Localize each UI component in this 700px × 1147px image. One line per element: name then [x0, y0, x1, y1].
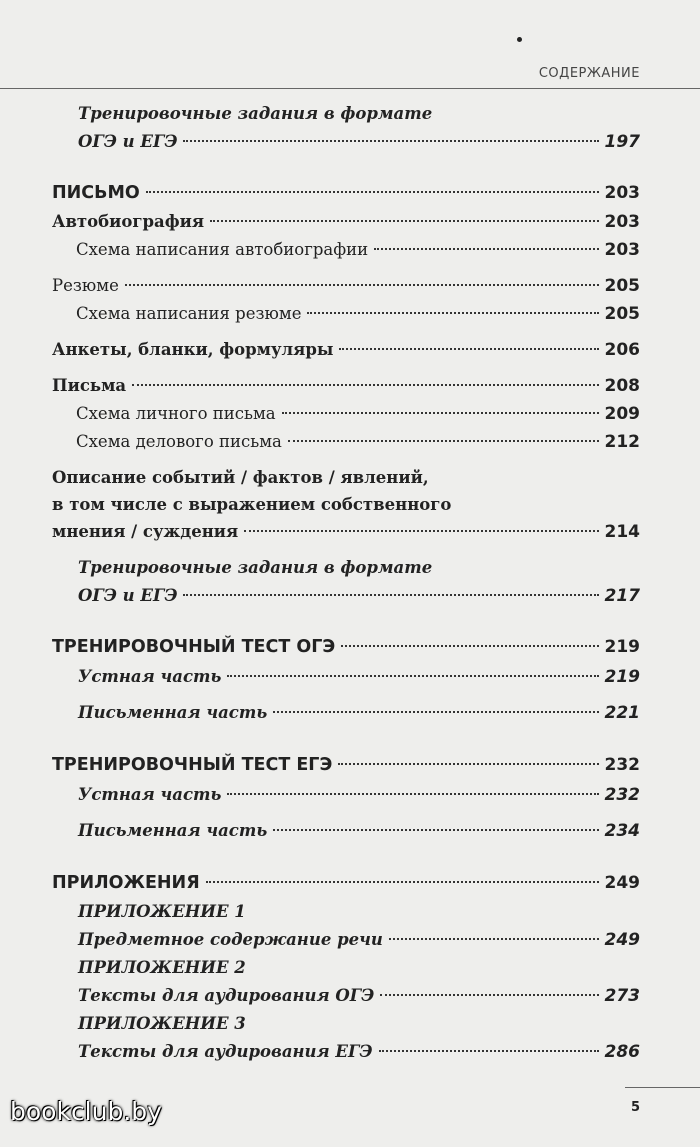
- toc-page-number: 203: [604, 183, 640, 203]
- toc-entry: [52, 464, 640, 546]
- footer-rule: [625, 1087, 700, 1088]
- header-rule: [0, 88, 700, 89]
- toc-page-number: 208: [604, 376, 640, 396]
- toc-subentry: [52, 236, 640, 264]
- running-head: СОДЕРЖАНИЕ: [538, 66, 640, 81]
- toc-entry-title-cont: мнения / суждения: [52, 522, 239, 541]
- dot-leader: [379, 1050, 599, 1052]
- toc-subentry: [52, 428, 640, 456]
- dot-leader: [125, 284, 599, 286]
- dot-leader: [380, 994, 598, 996]
- toc-page-number: 203: [604, 240, 640, 260]
- dot-leader: [338, 763, 598, 765]
- toc-section-title: ПРИЛОЖЕНИЯ: [52, 873, 200, 893]
- dot-leader: [374, 248, 598, 250]
- toc-section: [52, 632, 640, 662]
- dot-leader: [210, 220, 598, 222]
- toc-appendix-label: ПРИЛОЖЕНИЕ 3: [78, 1014, 246, 1033]
- toc-entry-title: Тексты для аудирования ЕГЭ: [78, 1042, 373, 1061]
- toc-entry-title: Письменная часть: [78, 703, 268, 722]
- dot-leader: [227, 675, 598, 677]
- toc-entry-title: Тексты для аудирования ОГЭ: [78, 986, 375, 1005]
- toc-entry-title: Письма: [52, 376, 127, 395]
- dot-leader: [307, 312, 598, 314]
- toc-entry: [52, 554, 640, 610]
- toc-page-number: 273: [604, 986, 640, 1006]
- toc-page-number: 197: [604, 132, 640, 152]
- dot-leader: [389, 938, 599, 940]
- toc-page-number: 221: [604, 703, 640, 723]
- toc-entry-title: Анкеты, бланки, формуляры: [52, 340, 334, 359]
- dot-leader: [132, 384, 598, 386]
- toc-section-title: ПИСЬМО: [52, 183, 140, 203]
- toc-subentry: [52, 400, 640, 428]
- toc-entry-title: Описание событий / фактов / явлений,: [52, 468, 429, 487]
- dot-leader: [206, 881, 599, 883]
- toc-appendix-label: ПРИЛОЖЕНИЕ 2: [78, 958, 246, 977]
- toc-entry-title-cont: ОГЭ и ЕГЭ: [78, 132, 178, 151]
- toc-entry-title-cont: в том числе с выражением собственного: [52, 495, 452, 514]
- toc-entry: [52, 780, 640, 810]
- page-top-dot: [517, 37, 522, 42]
- toc-page-number: 206: [604, 340, 640, 360]
- dot-leader: [341, 645, 598, 647]
- dot-leader: [282, 412, 599, 414]
- toc-appendix: [52, 898, 640, 954]
- toc-appendix-label: ПРИЛОЖЕНИЕ 1: [78, 902, 246, 921]
- toc-page-number: 249: [604, 873, 640, 893]
- toc-page-number: 203: [604, 212, 640, 232]
- toc-page-number: 214: [604, 522, 640, 542]
- toc-entry-title: Письменная часть: [78, 821, 268, 840]
- toc-entry: [52, 662, 640, 692]
- toc-entry: [52, 816, 640, 846]
- toc-entry-title: Схема написания резюме: [76, 304, 302, 323]
- toc-entry: [52, 336, 640, 364]
- toc-section-title: ТРЕНИРОВОЧНЫЙ ТЕСТ ЕГЭ: [52, 755, 333, 775]
- toc-entry-title: Схема написания автобиографии: [76, 240, 369, 259]
- dot-leader: [227, 793, 598, 795]
- toc-page-number: 234: [604, 821, 640, 841]
- toc-page-number: 232: [604, 755, 640, 775]
- dot-leader: [183, 140, 598, 142]
- toc-entry: [52, 272, 640, 300]
- toc-appendix: [52, 954, 640, 1010]
- dot-leader: [146, 191, 599, 193]
- toc-page-number: 205: [604, 304, 640, 324]
- toc-entry: [52, 372, 640, 400]
- dot-leader: [288, 440, 599, 442]
- toc-section: [52, 868, 640, 898]
- toc-entry-title: Схема личного письма: [76, 404, 276, 423]
- toc-entry: [52, 100, 640, 156]
- watermark: bookclub.by: [10, 1097, 162, 1126]
- toc-page-number: 209: [604, 404, 640, 424]
- toc-entry-title: Предметное содержание речи: [78, 930, 383, 949]
- toc-entry-title: Тренировочные задания в формате: [78, 104, 433, 123]
- toc-page-number: 219: [604, 637, 640, 657]
- toc-page-number: 205: [604, 276, 640, 296]
- toc-entry: [52, 698, 640, 728]
- toc-page-number: 217: [604, 586, 640, 606]
- toc-page-number: 286: [604, 1042, 640, 1062]
- dot-leader: [339, 348, 598, 350]
- toc-section: [52, 178, 640, 208]
- toc-page-number: 219: [604, 667, 640, 687]
- toc-section: [52, 750, 640, 780]
- dot-leader: [244, 530, 598, 532]
- toc-appendix: [52, 1010, 640, 1066]
- dot-leader: [273, 711, 598, 713]
- toc-page-number: 212: [604, 432, 640, 452]
- toc-entry-title: Схема делового письма: [76, 432, 282, 451]
- toc-page-number: 249: [604, 930, 640, 950]
- toc-entry: [52, 208, 640, 236]
- toc-entry-title: Резюме: [52, 276, 119, 295]
- toc-entry-title-cont: ОГЭ и ЕГЭ: [78, 586, 178, 605]
- toc-entry-title: Автобиография: [52, 212, 205, 231]
- table-of-contents: [52, 100, 640, 1066]
- toc-entry-title: Тренировочные задания в формате: [78, 558, 433, 577]
- dot-leader: [273, 829, 598, 831]
- page-number: 5: [630, 1100, 640, 1115]
- toc-entry-title: Устная часть: [78, 667, 222, 686]
- toc-page-number: 232: [604, 785, 640, 805]
- toc-entry-title: Устная часть: [78, 785, 222, 804]
- toc-subentry: [52, 300, 640, 328]
- toc-section-title: ТРЕНИРОВОЧНЫЙ ТЕСТ ОГЭ: [52, 637, 336, 657]
- dot-leader: [183, 594, 598, 596]
